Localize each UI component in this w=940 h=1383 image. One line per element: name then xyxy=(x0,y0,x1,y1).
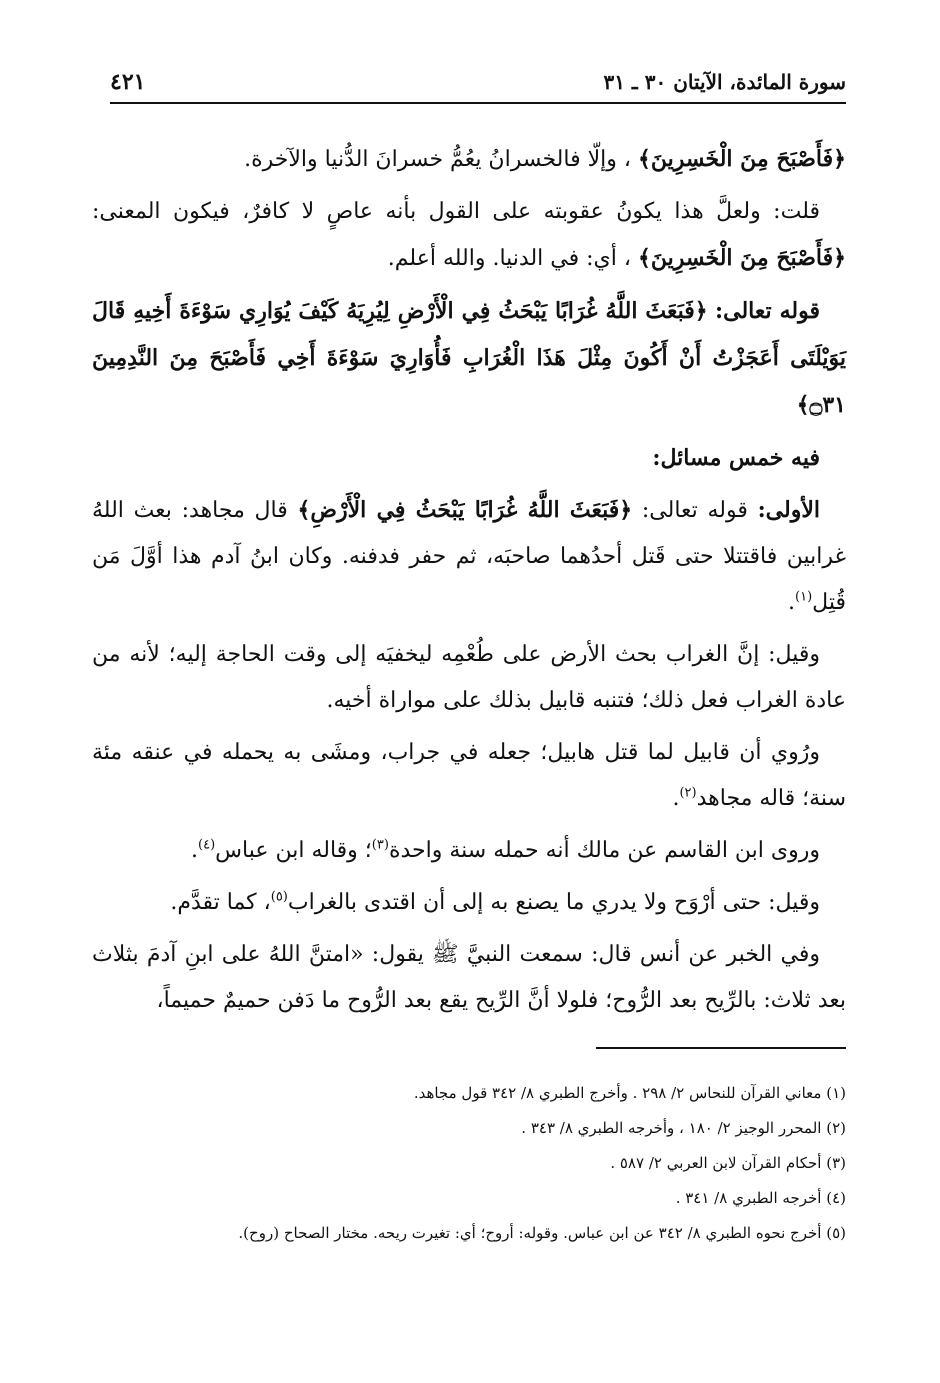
footnote-3: (٣) أحكام القرآن لابن العربي ٢/ ٥٨٧ . xyxy=(610,1154,846,1172)
footnote-divider xyxy=(596,1047,846,1049)
footnotes xyxy=(92,1076,846,1251)
paragraph-text: وفي الخبر عن أنس قال: سمعت النبيَّ ﷺ يقول: «امتنَّ اللهُ على ابنِ آدمَ بثلاث بعد ثلاث: بالرِّيح بعد الرُّوح؛ فلولا أنَّ الرِّيح يقع بعد الرُّوح ما دَفن حميمٌ حميماً، xyxy=(92,942,846,1013)
paragraph-raven xyxy=(92,632,846,724)
paragraph-carry xyxy=(92,730,846,822)
main-text xyxy=(92,136,846,1030)
page-header xyxy=(110,62,846,104)
quran-verse: ﴿فَأَصْبَحَ مِنَ الْخَسِرِينَ﴾ xyxy=(637,146,846,172)
paragraph-end: . xyxy=(191,838,199,863)
verse-intro: قوله تعالى: xyxy=(715,298,820,324)
quran-verse: ﴿فَبَعَثَ اللَّهُ غُرَابًا يَبْحَثُ فِي الْأَرْضِ لِيُرِيَهُ كَيْفَ يُوَارِي سَوْءَةَ أَخِيهِ قَالَ يَوَيْلَتَى أَعَجَزْتُ أَنْ أَكُونَ مِثْلَ هَذَا الْغُرَابِ فَأُوَارِيَ سَوْءَةَ أَخِي فَأَصْبَحَ مِنَ النَّدِمِينَ ۝٣١﴾ xyxy=(92,298,846,418)
paragraph-end: . xyxy=(672,786,680,811)
verse-heading xyxy=(92,288,846,429)
footnote-ref: (١) xyxy=(795,589,813,605)
paragraph-text: وقيل: إنَّ الغراب بحث الأرض على طُعْمِه ليخفيَه إلى وقت الحاجة إليه؛ لأنه من عادة الغراب فعل ذلك؛ فتنبه قابيل بذلك على مواراة أخيه. xyxy=(92,642,846,713)
paragraph-text: ، كما تقدَّم. xyxy=(170,890,271,915)
quran-verse: ﴿فَأَصْبَحَ مِنَ الْخَسِرِينَ﴾ xyxy=(637,245,846,271)
footnote-ref: (٢) xyxy=(679,785,697,801)
paragraph-2 xyxy=(92,189,846,282)
quran-verse: ﴿فَبَعَثَ اللَّهُ غُرَابًا يَبْحَثُ فِي الْأَرْضِ﴾ xyxy=(297,497,633,523)
paragraph-text: قلت: ولعلَّ هذا يكونُ عقوبته على القول بأنه عاصٍ لا كافرٌ، فيكون المعنى: xyxy=(92,199,820,224)
paragraph-end: . xyxy=(788,590,796,615)
paragraph-text: ، وإلّا فالخسرانُ يعُمُّ خسرانَ الدُّنيا والآخرة. xyxy=(244,147,631,172)
footnote-ref: (٤) xyxy=(198,837,216,853)
paragraph-1 xyxy=(92,136,846,183)
paragraph-text: ، أي: في الدنيا. والله أعلم. xyxy=(387,246,631,271)
paragraph-arwah xyxy=(92,880,846,926)
section-heading xyxy=(92,435,846,481)
footnote-1: (١) معاني القرآن للنحاس ٢/ ٢٩٨ . وأخرج الطبري ٨/ ٣٤٢ قول مجاهد. xyxy=(413,1084,846,1102)
paragraph-ibn-qasim xyxy=(92,828,846,874)
issue-label: الأولى: xyxy=(757,497,821,523)
paragraph-text: قال مجاهد: بعث اللهُ غرابين فاقتتلا حتى قَتل أحدُهما صاحبَه، ثم حفر فدفنه. وكان ابنُ آدم هذا أوَّلَ مَن قُتِل xyxy=(92,498,846,615)
footnote-2: (٢) المحرر الوجيز ٢/ ١٨٠ ، وأخرجه الطبري ٨/ ٣٤٣ . xyxy=(521,1119,846,1137)
paragraph-text: ورُوي أن قابيل لما قتل هابيل؛ جعله في جراب، ومشَى به يحمله في عنقه مئة سنة؛ قاله مجاهد xyxy=(92,740,846,811)
paragraph-text: ؛ وقاله ابن عباس xyxy=(215,838,372,863)
issues-heading: فيه خمس مسائل: xyxy=(652,445,820,471)
footnote-ref: (٣) xyxy=(371,837,389,853)
footnote-ref: (٥) xyxy=(270,889,288,905)
footnote-5: (٥) أخرج نحوه الطبري ٨/ ٣٤٢ عن ابن عباس. وقوله: أروح؛ أي: تغيرت ريحه. مختار الصحاح (روح). xyxy=(238,1224,846,1242)
page-number: ٤٢١ xyxy=(110,69,146,95)
paragraph-hadith xyxy=(92,932,846,1024)
running-title: سورة المائدة، الآيتان ٣٠ ـ ٣١ xyxy=(603,70,846,94)
paragraph-first-issue xyxy=(92,487,846,626)
footnote-4: (٤) أخرجه الطبري ٨/ ٣٤١ . xyxy=(675,1189,846,1207)
paragraph-text: قوله تعالى: xyxy=(641,498,748,523)
paragraph-text: وقيل: حتى أرْوَح ولا يدري ما يصنع به إلى أن اقتدى بالغراب xyxy=(287,890,820,915)
paragraph-text: وروى ابن القاسم عن مالك أنه حمله سنة واحدة xyxy=(388,838,820,863)
